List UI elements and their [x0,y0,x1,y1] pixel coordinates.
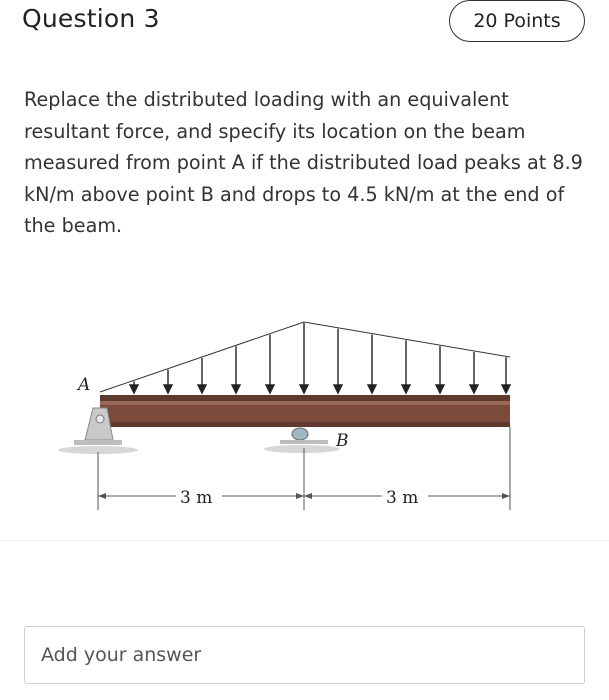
load-arrow-head [232,385,240,393]
load-arrow-head [436,385,444,393]
load-arrow-head [164,385,172,393]
load-arrow-head [300,385,308,393]
load-arrow-head [402,385,410,393]
load-arrow-head [266,385,274,393]
load-outline [100,322,510,392]
dim-left-label: 3 m [180,488,213,508]
label-b: B [336,431,349,451]
load-arrow-head [198,385,206,393]
beam-diagram [0,300,609,530]
answer-input[interactable] [24,626,585,684]
load-arrow-head [470,385,478,393]
label-a: A [78,375,91,395]
question-text: Replace the distributed loading with an equivalent resultant force, and specify its location on the beam measured from point A if the distributed load peaks at 8.9 kN/m above point B and drops to 4.5 kN/m at the end of the beam. [24,88,583,237]
load-arrow-head [502,385,510,393]
load-arrow-head [130,385,138,393]
load-arrow-head [368,385,376,393]
points-badge: 20 Points [449,0,585,42]
roller-support-b [264,428,340,453]
beam-figure [0,300,609,530]
divider [0,540,609,541]
question-title: Question 3 [22,4,160,33]
dim-right-label: 3 m [386,488,419,508]
load-arrows [130,323,510,393]
load-arrow-head [334,385,342,393]
